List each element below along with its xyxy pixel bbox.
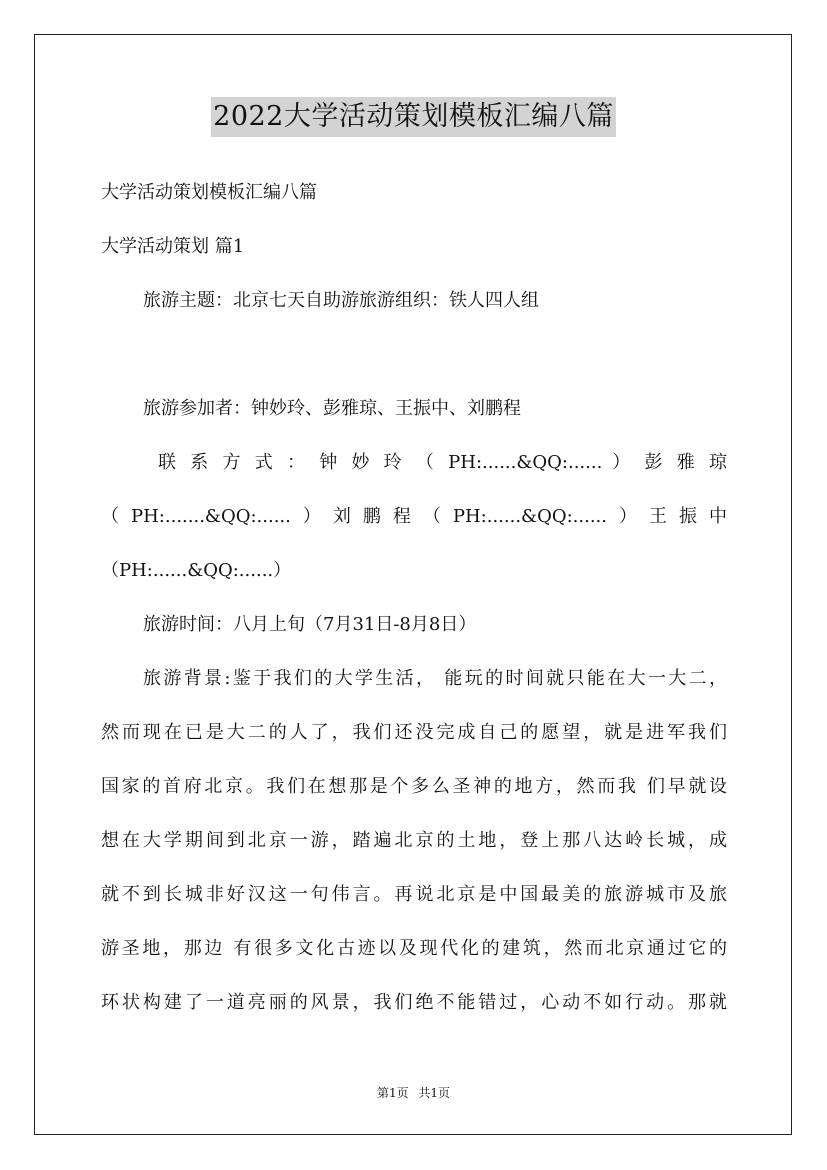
document-title: 2022大学活动策划模板汇编八篇 <box>211 97 616 137</box>
document-title-container <box>0 97 827 137</box>
page-total: 共1页 <box>418 1086 451 1100</box>
page-footer <box>0 1085 827 1101</box>
paragraph-background-line-7: 环状构建了一道亮丽的风景，我们绝不能错过，心动不如行动。那就 <box>101 992 727 1013</box>
paragraph-contact-line-3: （PH:......&QQ:......） <box>101 560 292 581</box>
paragraph-section-heading: 大学活动策划 篇1 <box>101 236 245 257</box>
paragraph-contact-line-2: （PH:.......&QQ:......）刘鹏程（PH:......&QQ:......）王振中 <box>101 506 727 527</box>
paragraph-travel-theme: 旅游主题：北京七天自助游旅游组织：铁人四人组 <box>143 290 539 311</box>
paragraph-background-line-5: 就不到长城非好汉这一句伟言。再说北京是中国最美的旅游城市及旅 <box>101 884 727 905</box>
paragraph-participants: 旅游参加者：钟妙玲、彭雅琼、王振中、刘鹏程 <box>143 398 521 419</box>
paragraph-background-line-2: 然而现在已是大二的人了，我们还没完成自己的愿望，就是进军我们 <box>101 722 727 743</box>
paragraph-subtitle: 大学活动策划模板汇编八篇 <box>101 182 317 203</box>
page-number: 第1页 <box>376 1086 409 1100</box>
paragraph-background-line-4: 想在大学期间到北京一游，踏遍北京的土地，登上那八达岭长城，成 <box>101 830 727 851</box>
paragraph-travel-time: 旅游时间：八月上旬（7月31日-8月8日） <box>143 614 477 635</box>
paragraph-background-line-6: 游圣地，那边 有很多文化古迹以及现代化的建筑，然而北京通过它的 <box>101 938 727 959</box>
paragraph-background-line-1: 旅游背景:鉴于我们的大学生活， 能玩的时间就只能在大一大二， <box>143 668 727 689</box>
paragraph-contact-line-1: 联 系 方 式 ： 钟 妙 玲 （ PH:......&QQ:...... ） 彭 雅 琼 <box>158 452 727 473</box>
paragraph-background-line-3: 国家的首府北京。我们在想那是个多么圣神的地方，然而我 们早就设 <box>101 776 727 797</box>
